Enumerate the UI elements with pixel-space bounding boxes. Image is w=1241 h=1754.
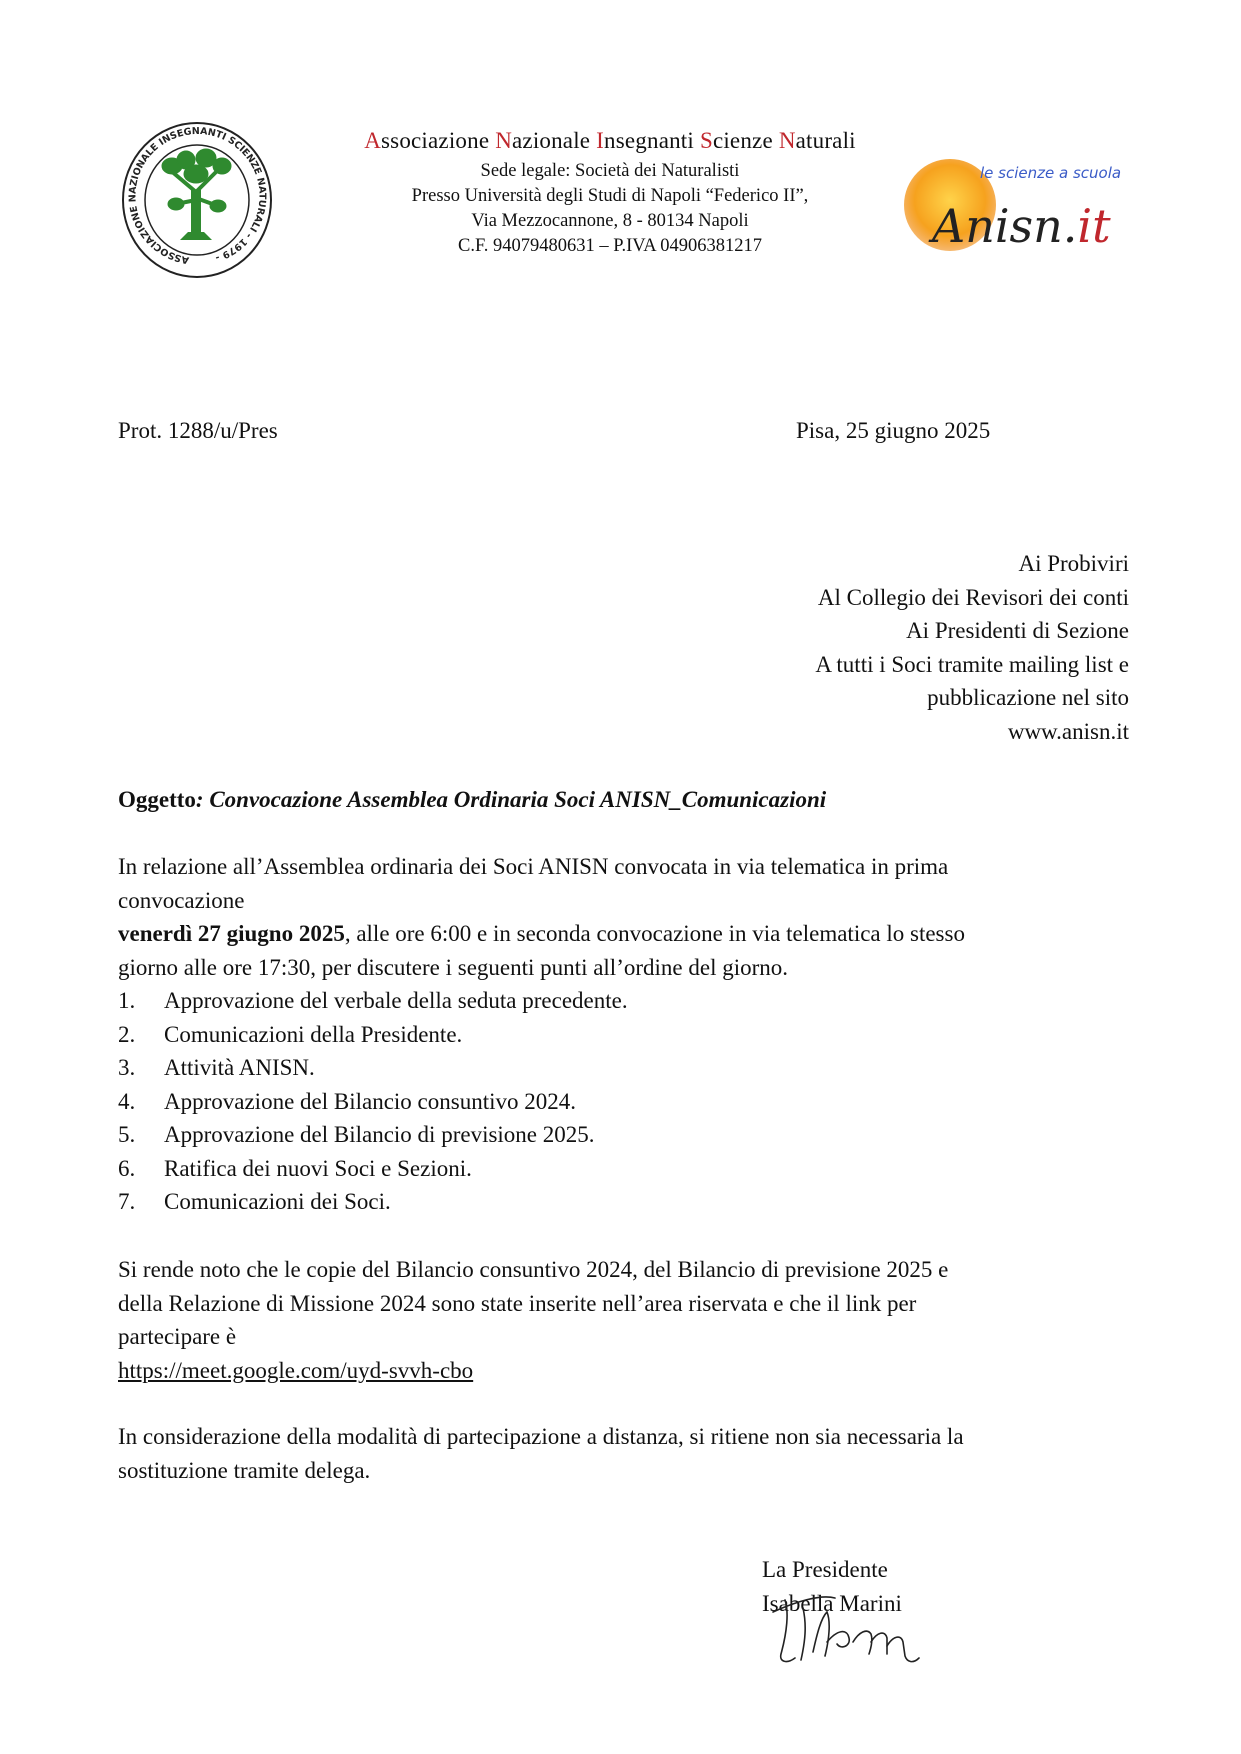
logo-wordmark: Anisn.it xyxy=(932,199,1111,253)
signatory-title: La Presidente xyxy=(762,1557,888,1582)
logo-tagline: le scienze a scuola xyxy=(980,164,1122,182)
agenda-item: 2. Comunicazioni della Presidente. xyxy=(118,1021,463,1047)
association-name: Associazione Nazionale Insegnanti Scienze Naturali xyxy=(364,128,856,153)
recipient-line: Al Collegio dei Revisori dei conti xyxy=(817,584,1129,610)
closing-line: In considerazione della modalità di partecipazione a distanza, si ritiene non sia necessaria la xyxy=(118,1424,964,1449)
intro-line: In relazione all’Assemblea ordinaria dei Soci ANISN convocata in via telematica in prima xyxy=(118,854,949,879)
header-line-registered-office: Sede legale: Società dei Naturalisti xyxy=(480,161,740,181)
subject-text: : Convocazione Assemblea Ordinaria Soci ANISN_Comunicazioni xyxy=(195,787,827,812)
signatory-name: Isabella Marini xyxy=(762,1590,902,1616)
header-line-tax-codes: C.F. 94079480631 – P.IVA 04906381217 xyxy=(458,236,762,256)
closing-line: sostituzione tramite delega. xyxy=(118,1457,371,1483)
letterhead xyxy=(320,128,900,259)
protocol-number: Prot. 1288/u/Pres xyxy=(118,418,278,443)
agenda-item: 5. Approvazione del Bilancio di previsione 2025. xyxy=(118,1122,595,1147)
subject-label: Oggetto xyxy=(118,787,196,812)
place-date: Pisa, 25 giugno 2025 xyxy=(796,418,991,443)
intro-line: giorno alle ore 17:30, per discutere i seguenti punti all’ordine del giorno. xyxy=(118,954,789,980)
recipient-line: Ai Probiviri xyxy=(1018,551,1129,576)
intro-line: venerdì 27 giugno 2025, alle ore 6:00 e in seconda convocazione in via telematica lo stesso xyxy=(118,921,965,946)
notice-line: partecipare è xyxy=(118,1324,237,1349)
handwritten-signature xyxy=(765,1582,945,1672)
notice-paragraph xyxy=(118,1253,1138,1387)
meeting-date: venerdì 27 giugno 2025 xyxy=(118,921,345,946)
meeting-link[interactable]: https://meet.google.com/uyd-svvh-cbo xyxy=(118,1357,474,1383)
recipient-line: pubblicazione nel sito xyxy=(927,685,1129,710)
intro-line: convocazione xyxy=(118,887,245,913)
agenda-item: 1. Approvazione del verbale della seduta precedente. xyxy=(118,988,628,1013)
association-seal-logo xyxy=(120,120,275,280)
closing-paragraph xyxy=(118,1420,1138,1487)
recipient-line: www.anisn.it xyxy=(1007,718,1129,744)
intro-paragraph xyxy=(118,850,1138,984)
recipients-block xyxy=(600,547,1129,748)
agenda-item: 6. Ratifica dei nuovi Soci e Sezioni. xyxy=(118,1155,472,1181)
agenda-list xyxy=(118,984,1118,1219)
agenda-item: 3. Attività ANISN. xyxy=(118,1055,315,1080)
agenda-item: 4. Approvazione del Bilancio consuntivo 2024. xyxy=(118,1088,577,1114)
agenda-item: 7. Comunicazioni dei Soci. xyxy=(118,1189,391,1214)
subject-line xyxy=(118,783,826,817)
header-line-university: Presso Università degli Studi di Napoli “Federico II”, xyxy=(411,186,809,206)
recipient-line: A tutti i Soci tramite mailing list e xyxy=(815,651,1129,677)
recipient-line: Ai Presidenti di Sezione xyxy=(906,618,1129,643)
seal-text: ASSOCIAZIONE NAZIONALE INSEGNANTI SCIENZE NATURALI - 1979 - xyxy=(127,125,268,266)
notice-line: della Relazione di Missione 2024 sono state inserite nell’area riservata e che il link per xyxy=(118,1290,917,1316)
anisn-logo xyxy=(900,150,1130,260)
notice-line: Si rende noto che le copie del Bilancio consuntivo 2024, del Bilancio di previsione 2025 e xyxy=(118,1257,949,1282)
header-line-address: Via Mezzocannone, 8 - 80134 Napoli xyxy=(471,211,749,231)
